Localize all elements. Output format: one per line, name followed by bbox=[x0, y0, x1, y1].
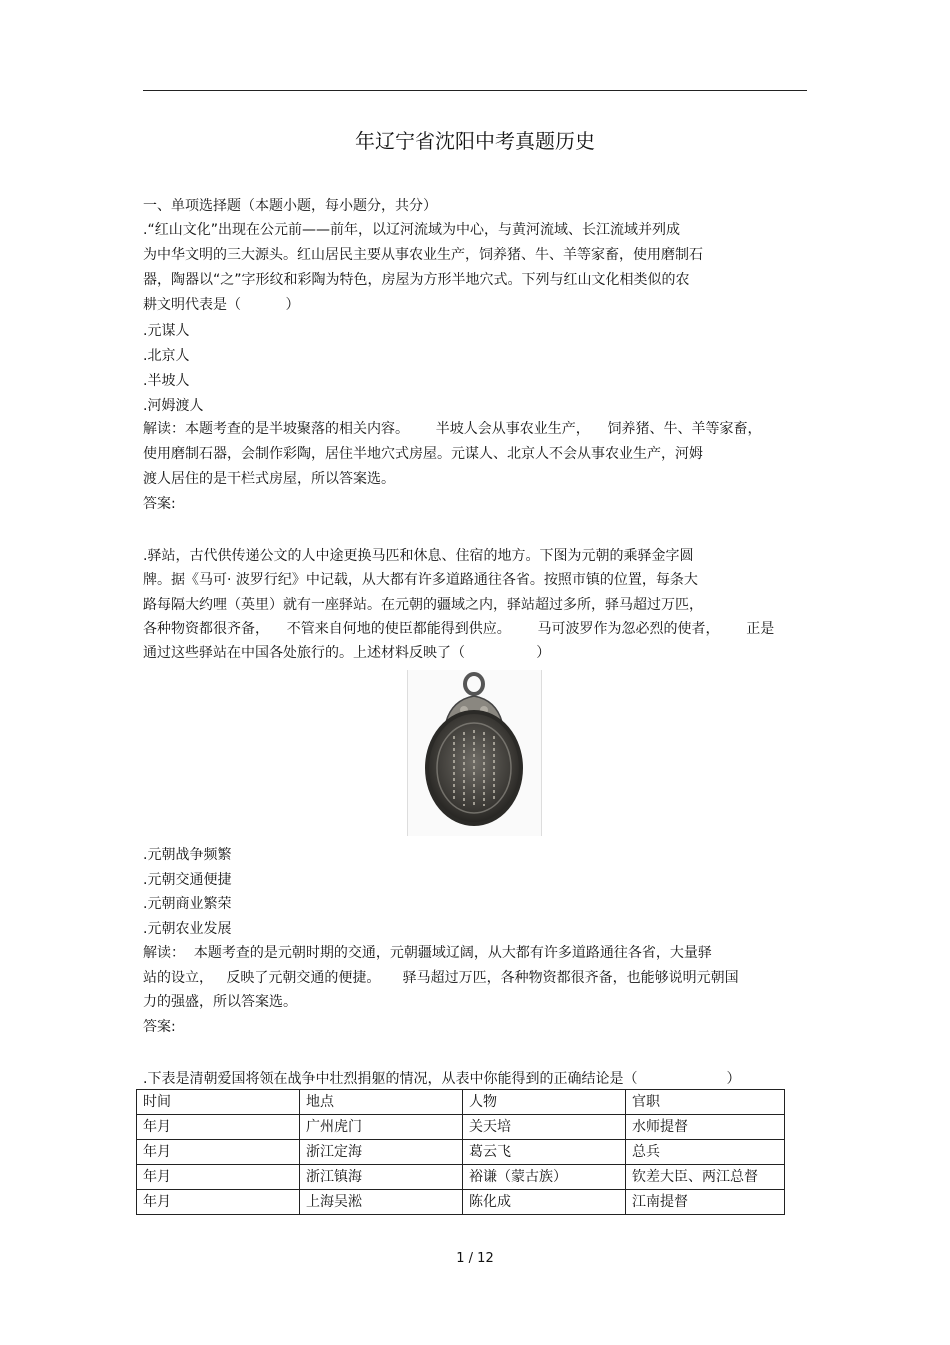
q1-option-b: .北京人 bbox=[143, 348, 190, 364]
q2-answer: 答案: bbox=[143, 1019, 176, 1035]
q2-option-a: .元朝战争频繁 bbox=[143, 847, 232, 863]
q1-stem-line: .“红山文化”出现在公元前——前年，以辽河流域为中心，与黄河流域、长江流域并列成 bbox=[143, 222, 680, 238]
table-row bbox=[137, 1190, 785, 1215]
table-header-cell: 官职 bbox=[626, 1090, 785, 1115]
table-header-cell: 地点 bbox=[300, 1090, 463, 1115]
table-header-row bbox=[137, 1090, 785, 1115]
table-row bbox=[137, 1115, 785, 1140]
q2-option-c: .元朝商业繁荣 bbox=[143, 896, 232, 912]
golden-medallion-photo bbox=[407, 670, 542, 836]
q1-analysis-line: 解读：本题考查的是半坡聚落的相关内容。 半坡人会从事农业生产， 饲养猪、牛、羊等家畜， bbox=[143, 421, 762, 437]
q1-analysis-line: 渡人居住的是干栏式房屋，所以答案选。 bbox=[143, 471, 395, 487]
table-cell: 年月 bbox=[137, 1165, 300, 1190]
table-cell: 年月 bbox=[137, 1190, 300, 1215]
q2-analysis-line: 力的强盛，所以答案选。 bbox=[143, 994, 297, 1010]
table-cell: 钦差大臣、两江总督 bbox=[626, 1165, 785, 1190]
q1-analysis-line: 使用磨制石器，会制作彩陶，居住半地穴式房屋。元谋人、北京人不会从事农业生产，河姆 bbox=[143, 446, 703, 462]
table-cell: 裕谦（蒙古族） bbox=[463, 1165, 626, 1190]
q3-stem: .下表是清朝爱国将领在战争中壮烈捐躯的情况，从表中你能得到的正确结论是（ ） bbox=[143, 1071, 741, 1087]
table-cell: 江南提督 bbox=[626, 1190, 785, 1215]
q1-option-a: .元谋人 bbox=[143, 323, 190, 339]
q2-option-d: .元朝农业发展 bbox=[143, 921, 232, 937]
q1-option-d: .河姆渡人 bbox=[143, 398, 204, 414]
table-row bbox=[137, 1165, 785, 1190]
table-cell: 水师提督 bbox=[626, 1115, 785, 1140]
q1-option-c: .半坡人 bbox=[143, 373, 190, 389]
table-cell: 年月 bbox=[137, 1115, 300, 1140]
table-header-cell: 人物 bbox=[463, 1090, 626, 1115]
page-number: 1 / 12 bbox=[456, 1251, 494, 1266]
table-cell: 总兵 bbox=[626, 1140, 785, 1165]
table-row bbox=[137, 1140, 785, 1165]
table-cell: 年月 bbox=[137, 1140, 300, 1165]
q2-stem-line: .驿站，古代供传递公文的人中途更换马匹和休息、住宿的地方。下图为元朝的乘驿金字圆 bbox=[143, 548, 694, 564]
table-cell: 关天培 bbox=[463, 1115, 626, 1140]
table-cell: 上海吴淞 bbox=[300, 1190, 463, 1215]
page-title: 年辽宁省沈阳中考真题历史 bbox=[355, 129, 595, 153]
q2-analysis-line: 解读： 本题考查的是元朝时期的交通，元朝疆域辽阔，从大都有许多道路通往各省，大量驿 bbox=[143, 945, 712, 961]
q2-stem-line: 各种物资都很齐备， 不管来自何地的使臣都能得到供应。 马可波罗作为忽必烈的使者， 正是 bbox=[143, 621, 775, 637]
q1-stem-line: 器，陶器以“之”字形纹和彩陶为特色，房屋为方形半地穴式。下列与红山文化相类似的农 bbox=[143, 272, 690, 288]
q1-stem-line: 耕文明代表是（ ） bbox=[143, 297, 300, 313]
table-cell: 陈化成 bbox=[463, 1190, 626, 1215]
table-cell: 浙江定海 bbox=[300, 1140, 463, 1165]
table-cell: 广州虎门 bbox=[300, 1115, 463, 1140]
table-cell: 浙江镇海 bbox=[300, 1165, 463, 1190]
general-sacrifice-table bbox=[136, 1089, 785, 1215]
q2-analysis-line: 站的设立， 反映了元朝交通的便捷。 驿马超过万匹，各种物资都很齐备，也能够说明元朝国 bbox=[143, 970, 739, 986]
header-rule bbox=[143, 90, 807, 91]
q2-stem-line: 牌。据《马可· 波罗行纪》中记载，从大都有许多道路通往各省。按照市镇的位置，每条大 bbox=[143, 572, 698, 588]
q2-stem-line: 路每隔大约哩（英里）就有一座驿站。在元朝的疆域之内，驿站超过多所，驿马超过万匹， bbox=[143, 597, 703, 613]
q1-answer: 答案: bbox=[143, 496, 176, 512]
section-heading: 一、单项选择题（本题小题，每小题分，共分） bbox=[143, 198, 437, 214]
q2-option-b: .元朝交通便捷 bbox=[143, 872, 232, 888]
table-cell: 葛云飞 bbox=[463, 1140, 626, 1165]
q2-stem-line: 通过这些驿站在中国各处旅行的。上述材料反映了（ ） bbox=[143, 645, 551, 661]
table-header-cell: 时间 bbox=[137, 1090, 300, 1115]
q1-stem-line: 为中华文明的三大源头。红山居民主要从事农业生产，饲养猪、牛、羊等家畜，使用磨制石 bbox=[143, 247, 703, 263]
